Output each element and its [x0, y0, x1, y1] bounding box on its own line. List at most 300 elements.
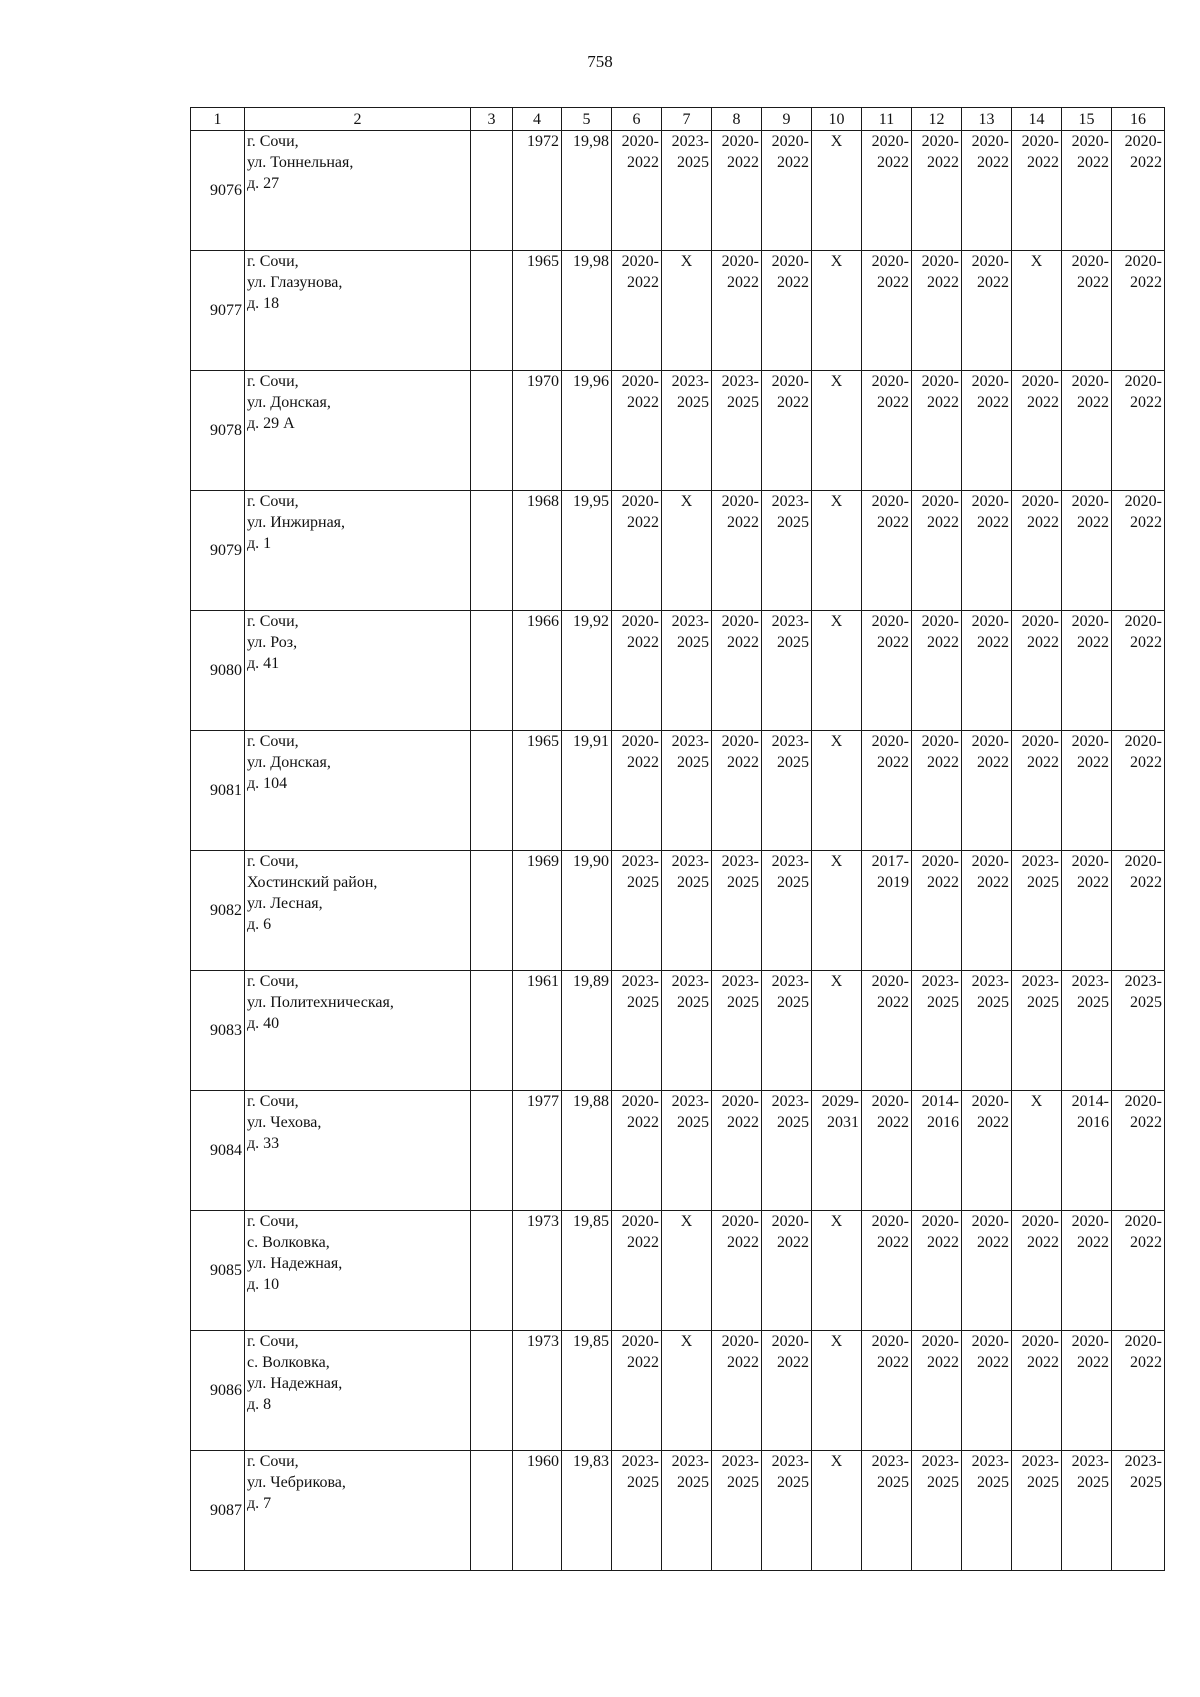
period-cell-c15 — [1062, 131, 1112, 251]
period-text: 2023- — [671, 733, 709, 750]
period-text: 2025 — [977, 1474, 1009, 1491]
period-text: 2020- — [771, 1213, 809, 1230]
period-text: 2025 — [727, 394, 759, 411]
column-3-cell — [471, 491, 513, 611]
period-cell-c14 — [1012, 1451, 1062, 1571]
period-cell-c7 — [662, 1451, 712, 1571]
table-row — [191, 1331, 1165, 1451]
address-cell — [245, 971, 471, 1091]
period-cell-c13 — [962, 1211, 1012, 1331]
period-cell-c15 — [1062, 971, 1112, 1091]
period-text: 2020- — [1124, 373, 1162, 390]
address-line: г. Сочи, — [247, 253, 299, 270]
period-cell-c6 — [612, 971, 662, 1091]
period-text: 2025 — [727, 874, 759, 891]
period-cell-c13 — [962, 251, 1012, 371]
period-text: 2020- — [921, 133, 959, 150]
period-text: 2022 — [727, 1234, 759, 1251]
period-cell-c11 — [862, 851, 912, 971]
period-text: 2022 — [627, 754, 659, 771]
table-row — [191, 1211, 1165, 1331]
period-text: 2020- — [971, 1093, 1009, 1110]
table-row — [191, 251, 1165, 371]
period-text: 2020- — [721, 133, 759, 150]
period-cell-c11 — [862, 1451, 912, 1571]
row-number: 9084 — [191, 1091, 245, 1211]
column-3-cell — [471, 971, 513, 1091]
period-text: 2022 — [727, 1354, 759, 1371]
period-text: 2022 — [977, 514, 1009, 531]
column-header-15: 15 — [1062, 108, 1112, 131]
period-text: 2022 — [1130, 754, 1162, 771]
period-cell-c11 — [862, 371, 912, 491]
column-3-cell — [471, 1451, 513, 1571]
period-cell-c12 — [912, 251, 962, 371]
address-cell — [245, 731, 471, 851]
period-text: 2023- — [771, 1093, 809, 1110]
period-cell-c9 — [762, 491, 812, 611]
period-cell-c8 — [712, 1451, 762, 1571]
row-number: 9079 — [191, 491, 245, 611]
period-cell-c6 — [612, 491, 662, 611]
year-cell: 1977 — [513, 1091, 562, 1211]
period-text: 2023- — [671, 1453, 709, 1470]
address-line: г. Сочи, — [247, 1213, 299, 1230]
address-cell — [245, 491, 471, 611]
period-cell-c15 — [1062, 1211, 1112, 1331]
period-cell-c14 — [1012, 251, 1062, 371]
period-text: 2022 — [627, 1234, 659, 1251]
row-number: 9076 — [191, 131, 245, 251]
period-cell-c11 — [862, 131, 912, 251]
period-text: 2020- — [921, 613, 959, 630]
period-text: 2022 — [927, 514, 959, 531]
column-header-6: 6 — [612, 108, 662, 131]
period-cell-c14 — [1012, 1211, 1062, 1331]
period-cell-c15 — [1062, 1451, 1112, 1571]
period-text: 2020- — [921, 1213, 959, 1230]
period-cell-c10 — [812, 251, 862, 371]
period-text: 2020- — [621, 613, 659, 630]
address-line: д. 33 — [247, 1135, 280, 1152]
period-cell-c14 — [1012, 971, 1062, 1091]
period-cell-c11 — [862, 491, 912, 611]
period-cell-c8 — [712, 1091, 762, 1211]
period-text: 2020- — [871, 1213, 909, 1230]
address-line: д. 10 — [247, 1276, 280, 1293]
period-text: 2020- — [621, 1093, 659, 1110]
period-text: 2022 — [927, 634, 959, 651]
period-text: 2022 — [1077, 274, 1109, 291]
period-text: 2023- — [721, 373, 759, 390]
period-text: 2022 — [877, 1114, 909, 1131]
period-text: 2020- — [971, 613, 1009, 630]
period-text: 2025 — [677, 154, 709, 171]
period-text: 2023- — [621, 853, 659, 870]
period-text: 2020- — [871, 493, 909, 510]
period-text: 2022 — [1130, 1354, 1162, 1371]
period-text: 2020- — [921, 733, 959, 750]
period-cell-c16 — [1112, 611, 1165, 731]
column-header-12: 12 — [912, 108, 962, 131]
period-text: 2022 — [877, 1354, 909, 1371]
column-header-4: 4 — [513, 108, 562, 131]
period-text: X — [830, 1453, 843, 1470]
value-cell: 19,98 — [562, 131, 612, 251]
table-row — [191, 611, 1165, 731]
value-cell: 19,89 — [562, 971, 612, 1091]
period-cell-c13 — [962, 371, 1012, 491]
period-text: 2022 — [777, 1234, 809, 1251]
period-cell-c9 — [762, 251, 812, 371]
period-cell-c16 — [1112, 371, 1165, 491]
period-text: 2025 — [627, 1474, 659, 1491]
column-header-11: 11 — [862, 108, 912, 131]
period-text: 2022 — [1027, 154, 1059, 171]
period-text: 2022 — [1077, 754, 1109, 771]
period-text: 2020- — [871, 253, 909, 270]
column-3-cell — [471, 131, 513, 251]
address-line: г. Сочи, — [247, 733, 299, 750]
value-cell: 19,96 — [562, 371, 612, 491]
period-text: X — [830, 1213, 843, 1230]
period-text: 2020- — [621, 253, 659, 270]
address-line: д. 41 — [247, 655, 280, 672]
period-text: 2025 — [777, 754, 809, 771]
period-text: 2025 — [1130, 994, 1162, 1011]
column-3-cell — [471, 611, 513, 731]
period-text: 2020- — [871, 733, 909, 750]
period-cell-c12 — [912, 1211, 962, 1331]
address-line: д. 8 — [247, 1396, 272, 1413]
period-text: 2022 — [727, 1114, 759, 1131]
period-text: 2025 — [677, 874, 709, 891]
period-cell-c12 — [912, 1331, 962, 1451]
period-text: 2020- — [1021, 613, 1059, 630]
column-header-10: 10 — [812, 108, 862, 131]
period-text: 2025 — [677, 394, 709, 411]
period-text: 2023- — [771, 973, 809, 990]
period-cell-c6 — [612, 251, 662, 371]
period-cell-c9 — [762, 851, 812, 971]
period-cell-c13 — [962, 1091, 1012, 1211]
period-text: 2023- — [671, 853, 709, 870]
period-text: 2020- — [1021, 1333, 1059, 1350]
period-text: 2023- — [671, 613, 709, 630]
value-cell: 19,88 — [562, 1091, 612, 1211]
period-cell-c16 — [1112, 971, 1165, 1091]
period-text: 2022 — [1027, 634, 1059, 651]
address-line: ул. Надежная, — [247, 1375, 343, 1392]
period-cell-c8 — [712, 251, 762, 371]
period-cell-c7 — [662, 1091, 712, 1211]
period-text: 2020- — [771, 1333, 809, 1350]
address-line: ул. Донская, — [247, 394, 331, 411]
period-text: X — [830, 733, 843, 750]
address-line: ул. Инжирная, — [247, 514, 346, 531]
period-text: 2023- — [971, 1453, 1009, 1470]
period-text: 2022 — [977, 754, 1009, 771]
period-text: 2023- — [771, 1453, 809, 1470]
column-3-cell — [471, 731, 513, 851]
period-cell-c10 — [812, 371, 862, 491]
period-text: 2020- — [771, 133, 809, 150]
period-text: 2020- — [971, 1333, 1009, 1350]
column-header-13: 13 — [962, 108, 1012, 131]
period-cell-c14 — [1012, 371, 1062, 491]
period-cell-c12 — [912, 731, 962, 851]
period-cell-c16 — [1112, 1331, 1165, 1451]
row-number: 9080 — [191, 611, 245, 731]
address-line: д. 1 — [247, 535, 272, 552]
period-cell-c16 — [1112, 251, 1165, 371]
year-cell: 1960 — [513, 1451, 562, 1571]
period-cell-c14 — [1012, 491, 1062, 611]
period-text: 2020- — [871, 373, 909, 390]
period-text: 2016 — [927, 1114, 959, 1131]
period-text: 2023- — [721, 973, 759, 990]
period-text: 2020- — [1021, 493, 1059, 510]
period-text: 2025 — [927, 1474, 959, 1491]
period-text: 2023- — [871, 1453, 909, 1470]
period-text: 2025 — [1077, 994, 1109, 1011]
period-text: 2022 — [1077, 154, 1109, 171]
period-text: 2022 — [627, 514, 659, 531]
address-line: ул. Тоннельная, — [247, 154, 354, 171]
period-text: 2023- — [771, 733, 809, 750]
period-cell-c7 — [662, 1211, 712, 1331]
period-text: 2020- — [921, 373, 959, 390]
period-cell-c12 — [912, 1451, 962, 1571]
period-cell-c9 — [762, 1091, 812, 1211]
period-text: X — [1030, 253, 1043, 270]
period-cell-c10 — [812, 1331, 862, 1451]
period-cell-c8 — [712, 371, 762, 491]
column-3-cell — [471, 851, 513, 971]
address-line: г. Сочи, — [247, 853, 299, 870]
period-text: 2025 — [677, 1474, 709, 1491]
period-text: 2025 — [877, 1474, 909, 1491]
period-cell-c13 — [962, 1451, 1012, 1571]
period-text: 2025 — [1077, 1474, 1109, 1491]
period-cell-c11 — [862, 971, 912, 1091]
period-cell-c16 — [1112, 851, 1165, 971]
period-text: 2025 — [677, 634, 709, 651]
period-text: 2022 — [1027, 394, 1059, 411]
period-text: 2022 — [927, 394, 959, 411]
period-text: 2025 — [727, 994, 759, 1011]
period-cell-c7 — [662, 971, 712, 1091]
address-line: ул. Лесная, — [247, 895, 323, 912]
period-text: 2022 — [1077, 394, 1109, 411]
period-cell-c7 — [662, 611, 712, 731]
period-cell-c9 — [762, 731, 812, 851]
period-text: 2025 — [727, 1474, 759, 1491]
period-cell-c14 — [1012, 1331, 1062, 1451]
period-text: 2020- — [871, 973, 909, 990]
period-text: 2020- — [921, 253, 959, 270]
value-cell: 19,98 — [562, 251, 612, 371]
period-cell-c10 — [812, 611, 862, 731]
period-text: X — [830, 973, 843, 990]
period-text: X — [830, 613, 843, 630]
period-cell-c13 — [962, 491, 1012, 611]
period-text: 2023- — [621, 973, 659, 990]
period-text: 2023- — [771, 493, 809, 510]
period-text: 2022 — [977, 1114, 1009, 1131]
value-cell: 19,95 — [562, 491, 612, 611]
period-cell-c6 — [612, 1091, 662, 1211]
period-cell-c8 — [712, 131, 762, 251]
period-cell-c13 — [962, 851, 1012, 971]
value-cell: 19,90 — [562, 851, 612, 971]
period-cell-c11 — [862, 1331, 912, 1451]
period-text: X — [1030, 1093, 1043, 1110]
period-text: 2020- — [971, 493, 1009, 510]
period-text: 2022 — [1027, 1354, 1059, 1371]
period-text: 2022 — [777, 154, 809, 171]
period-cell-c8 — [712, 851, 762, 971]
period-cell-c7 — [662, 851, 712, 971]
period-text: 2022 — [977, 274, 1009, 291]
period-cell-c15 — [1062, 251, 1112, 371]
value-cell: 19,85 — [562, 1211, 612, 1331]
period-cell-c9 — [762, 611, 812, 731]
period-text: 2022 — [977, 394, 1009, 411]
period-text: 2023- — [1124, 973, 1162, 990]
period-text: 2022 — [877, 754, 909, 771]
period-text: 2014- — [921, 1093, 959, 1110]
period-cell-c8 — [712, 1331, 762, 1451]
period-text: 2022 — [1077, 634, 1109, 651]
period-text: X — [830, 853, 843, 870]
table-row — [191, 851, 1165, 971]
address-line: ул. Чебрикова, — [247, 1474, 346, 1491]
period-cell-c16 — [1112, 731, 1165, 851]
period-text: 2022 — [777, 274, 809, 291]
period-text: 2020- — [871, 1333, 909, 1350]
period-text: 2029- — [821, 1093, 859, 1110]
period-text: 2020- — [721, 493, 759, 510]
address-cell — [245, 611, 471, 731]
year-cell: 1973 — [513, 1211, 562, 1331]
period-cell-c16 — [1112, 1211, 1165, 1331]
period-cell-c10 — [812, 491, 862, 611]
period-text: 2023- — [671, 973, 709, 990]
period-cell-c7 — [662, 731, 712, 851]
period-text: 2023- — [1021, 1453, 1059, 1470]
period-cell-c7 — [662, 491, 712, 611]
period-text: 2020- — [621, 493, 659, 510]
period-cell-c15 — [1062, 731, 1112, 851]
period-cell-c14 — [1012, 611, 1062, 731]
period-cell-c8 — [712, 491, 762, 611]
period-text: 2022 — [877, 154, 909, 171]
period-text: 2022 — [627, 154, 659, 171]
table-row — [191, 131, 1165, 251]
period-text: 2020- — [1124, 1213, 1162, 1230]
period-text: 2022 — [977, 874, 1009, 891]
period-text: 2023- — [721, 1453, 759, 1470]
value-cell: 19,83 — [562, 1451, 612, 1571]
period-text: 2020- — [1071, 733, 1109, 750]
period-text: 2020- — [621, 733, 659, 750]
address-line: д. 40 — [247, 1015, 280, 1032]
period-text: 2020- — [1071, 253, 1109, 270]
period-text: 2022 — [1130, 274, 1162, 291]
period-text: 2020- — [1071, 613, 1109, 630]
period-cell-c12 — [912, 851, 962, 971]
row-number: 9085 — [191, 1211, 245, 1331]
period-text: 2022 — [1130, 514, 1162, 531]
period-text: 2020- — [721, 253, 759, 270]
column-header-14: 14 — [1012, 108, 1062, 131]
period-text: 2020- — [771, 373, 809, 390]
period-text: 2020- — [1124, 133, 1162, 150]
period-text: 2020- — [621, 1213, 659, 1230]
row-number: 9081 — [191, 731, 245, 851]
period-text: X — [680, 1333, 693, 1350]
period-text: 2020- — [871, 1093, 909, 1110]
period-cell-c15 — [1062, 611, 1112, 731]
address-line: г. Сочи, — [247, 1453, 299, 1470]
period-text: 2022 — [877, 514, 909, 531]
period-text: 2023- — [771, 613, 809, 630]
period-text: 2020- — [1071, 853, 1109, 870]
period-text: 2022 — [877, 1234, 909, 1251]
address-line: д. 18 — [247, 295, 280, 312]
year-cell: 1965 — [513, 731, 562, 851]
period-cell-c6 — [612, 131, 662, 251]
period-text: 2020- — [1021, 133, 1059, 150]
row-number: 9077 — [191, 251, 245, 371]
period-cell-c8 — [712, 1211, 762, 1331]
address-cell — [245, 1211, 471, 1331]
period-text: 2025 — [777, 1114, 809, 1131]
address-line: г. Сочи, — [247, 1333, 299, 1350]
address-line: д. 6 — [247, 916, 272, 933]
period-text: 2020- — [721, 733, 759, 750]
row-number: 9078 — [191, 371, 245, 491]
period-text: 2023- — [1021, 973, 1059, 990]
period-text: 2022 — [877, 394, 909, 411]
period-cell-c7 — [662, 1331, 712, 1451]
address-line: ул. Надежная, — [247, 1255, 343, 1272]
period-text: 2022 — [777, 394, 809, 411]
year-cell: 1968 — [513, 491, 562, 611]
period-text: 2023- — [671, 373, 709, 390]
period-text: 2022 — [1027, 1234, 1059, 1251]
period-text: X — [830, 253, 843, 270]
period-text: 2022 — [627, 274, 659, 291]
period-text: 2025 — [777, 994, 809, 1011]
period-text: X — [680, 1213, 693, 1230]
period-text: 2017- — [871, 853, 909, 870]
period-text: 2023- — [721, 853, 759, 870]
period-text: 2025 — [977, 994, 1009, 1011]
period-text: 2016 — [1077, 1114, 1109, 1131]
column-header-3: 3 — [471, 108, 513, 131]
table-body — [191, 131, 1165, 1571]
address-line: г. Сочи, — [247, 493, 299, 510]
period-text: 2020- — [971, 853, 1009, 870]
address-cell — [245, 251, 471, 371]
period-cell-c12 — [912, 1091, 962, 1211]
period-text: 2025 — [627, 874, 659, 891]
period-text: 2023- — [921, 1453, 959, 1470]
column-header-1: 1 — [191, 108, 245, 131]
period-text: 2022 — [1027, 754, 1059, 771]
